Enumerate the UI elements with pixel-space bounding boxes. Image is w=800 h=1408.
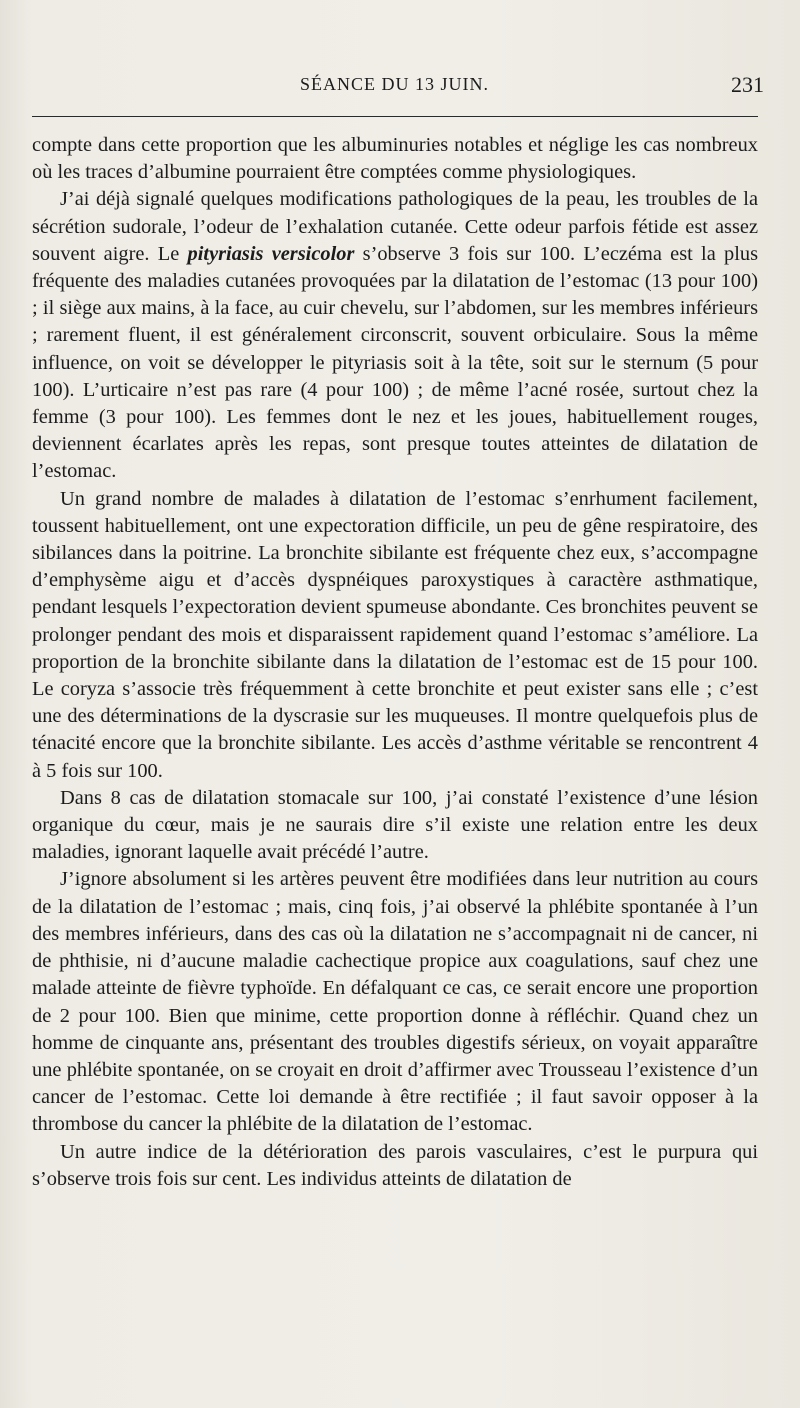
paragraph-purpura: Un autre indice de la détérioration des parois vasculaires, c’est le purpura qui s’observe trois fois sur cent. Les individus atteints de dilatation de [32, 1140, 758, 1190]
body-text [32, 132, 758, 1193]
paragraph-text: J’ai déjà signalé quelques modifications pathologiques de la peau, les troubles de la sécrétion sudorale, l’odeur de l’exhalation cutanée. Cette odeur parfois fétide est assez souvent aigre. Le [32, 188, 758, 265]
header-rule [32, 116, 758, 117]
page-number: 231 [731, 72, 764, 97]
paragraph-bronchitis: Un grand nombre de malades à dilatation de l’estomac s’enrhument facilement, toussent habituellement, ont une expectoration difficile, un peu de gêne respiratoire, des sibilances dans la poitrine. La bronchite sibilante est fréquente chez eux, s’accompagne d’emphysème aigu et d’accès dyspnéiques paroxystiques à caractère asthmatique, pendant lesquels l’expectoration devient spumeuse abondante. Ces bronchites peuvent se prolonger pendant des mois et disparaissent rapidement quand l’estomac s’améliore. La proportion de la bronchite sibilante dans la dilatation de l’estomac est de 15 pour 100. Le coryza s’associe très fréquemment à cette bronchite et peut exister sans elle ; c’est une des déterminations de la dyscrasie sur les muqueuses. Il montre quelquefois plus de ténacité encore que la bronchite sibilante. Les accès d’asthme véritable se rencontrent 4 à 5 fois sur 100. [32, 487, 758, 782]
paragraph-phlebitis: J’ignore absolument si les artères peuvent être modifiées dans leur nutrition au cours de la dilatation de l’estomac ; mais, cinq fois, j’ai observé la phlébite spontanée à l’un des membres inférieurs, dans des cas où la dilatation ne s’accompagnait ni de cancer, ni de phthisie, ni d’aucune maladie cachectique propice aux coagulations, sauf chez une malade atteinte de fièvre typhoïde. En défalquant ce cas, ce serait encore une proportion de 2 pour 100. Bien que minime, cette proportion donne à réfléchir. Quand chez un homme de cinquante ans, présentant des troubles digestifs sérieux, on voyait apparaître une phlébite spontanée, on se croyait en droit d’affirmer avec Trousseau l’existence d’un cancer de l’estomac. Cette loi demande à être rectifiée ; il faut savoir opposer à la thrombose du cancer la phlébite de la dilatation de l’estomac. [32, 868, 758, 1136]
paragraph-text: s’observe 3 fois sur 100. L’eczéma est la plus fréquente des maladies cutanées provoquées par la dilatation de l’estomac (13 pour 100) ; il siège aux mains, à la face, au cuir chevelu, sur l’abdomen, sur les membres inférieurs ; rarement fluent, il est généralement circonscrit, souvent orbiculaire. Sous la même influence, on voit se développer le pityriasis soit à la tête, soit sur le sternum (5 pour 100). L’urticaire n’est pas rare (4 pour 100) ; de même l’acné rosée, surtout chez la femme (3 pour 100). Les femmes dont le nez et les joues, habituellement rouges, deviennent écarlates après les repas, sont presque toutes atteintes de dilatation de l’estomac. [32, 242, 758, 483]
paragraph-heart: Dans 8 cas de dilatation stomacale sur 100, j’ai constaté l’existence d’une lésion organique du cœur, mais je ne saurais dire s’il existe une relation entre les deux maladies, ignorant laquelle avait précédé l’autre. [32, 786, 758, 864]
paragraph-skin [32, 186, 758, 485]
running-title: SÉANCE DU 13 JUIN. [300, 74, 489, 94]
paragraph-continued: compte dans cette proportion que les albuminuries notables et néglige les cas nombreux où les traces d’albumine pourraient être comptées comme physiologiques. [32, 134, 758, 184]
emphasis-term: pityriasis versicolor [187, 242, 355, 265]
running-head [0, 74, 800, 104]
